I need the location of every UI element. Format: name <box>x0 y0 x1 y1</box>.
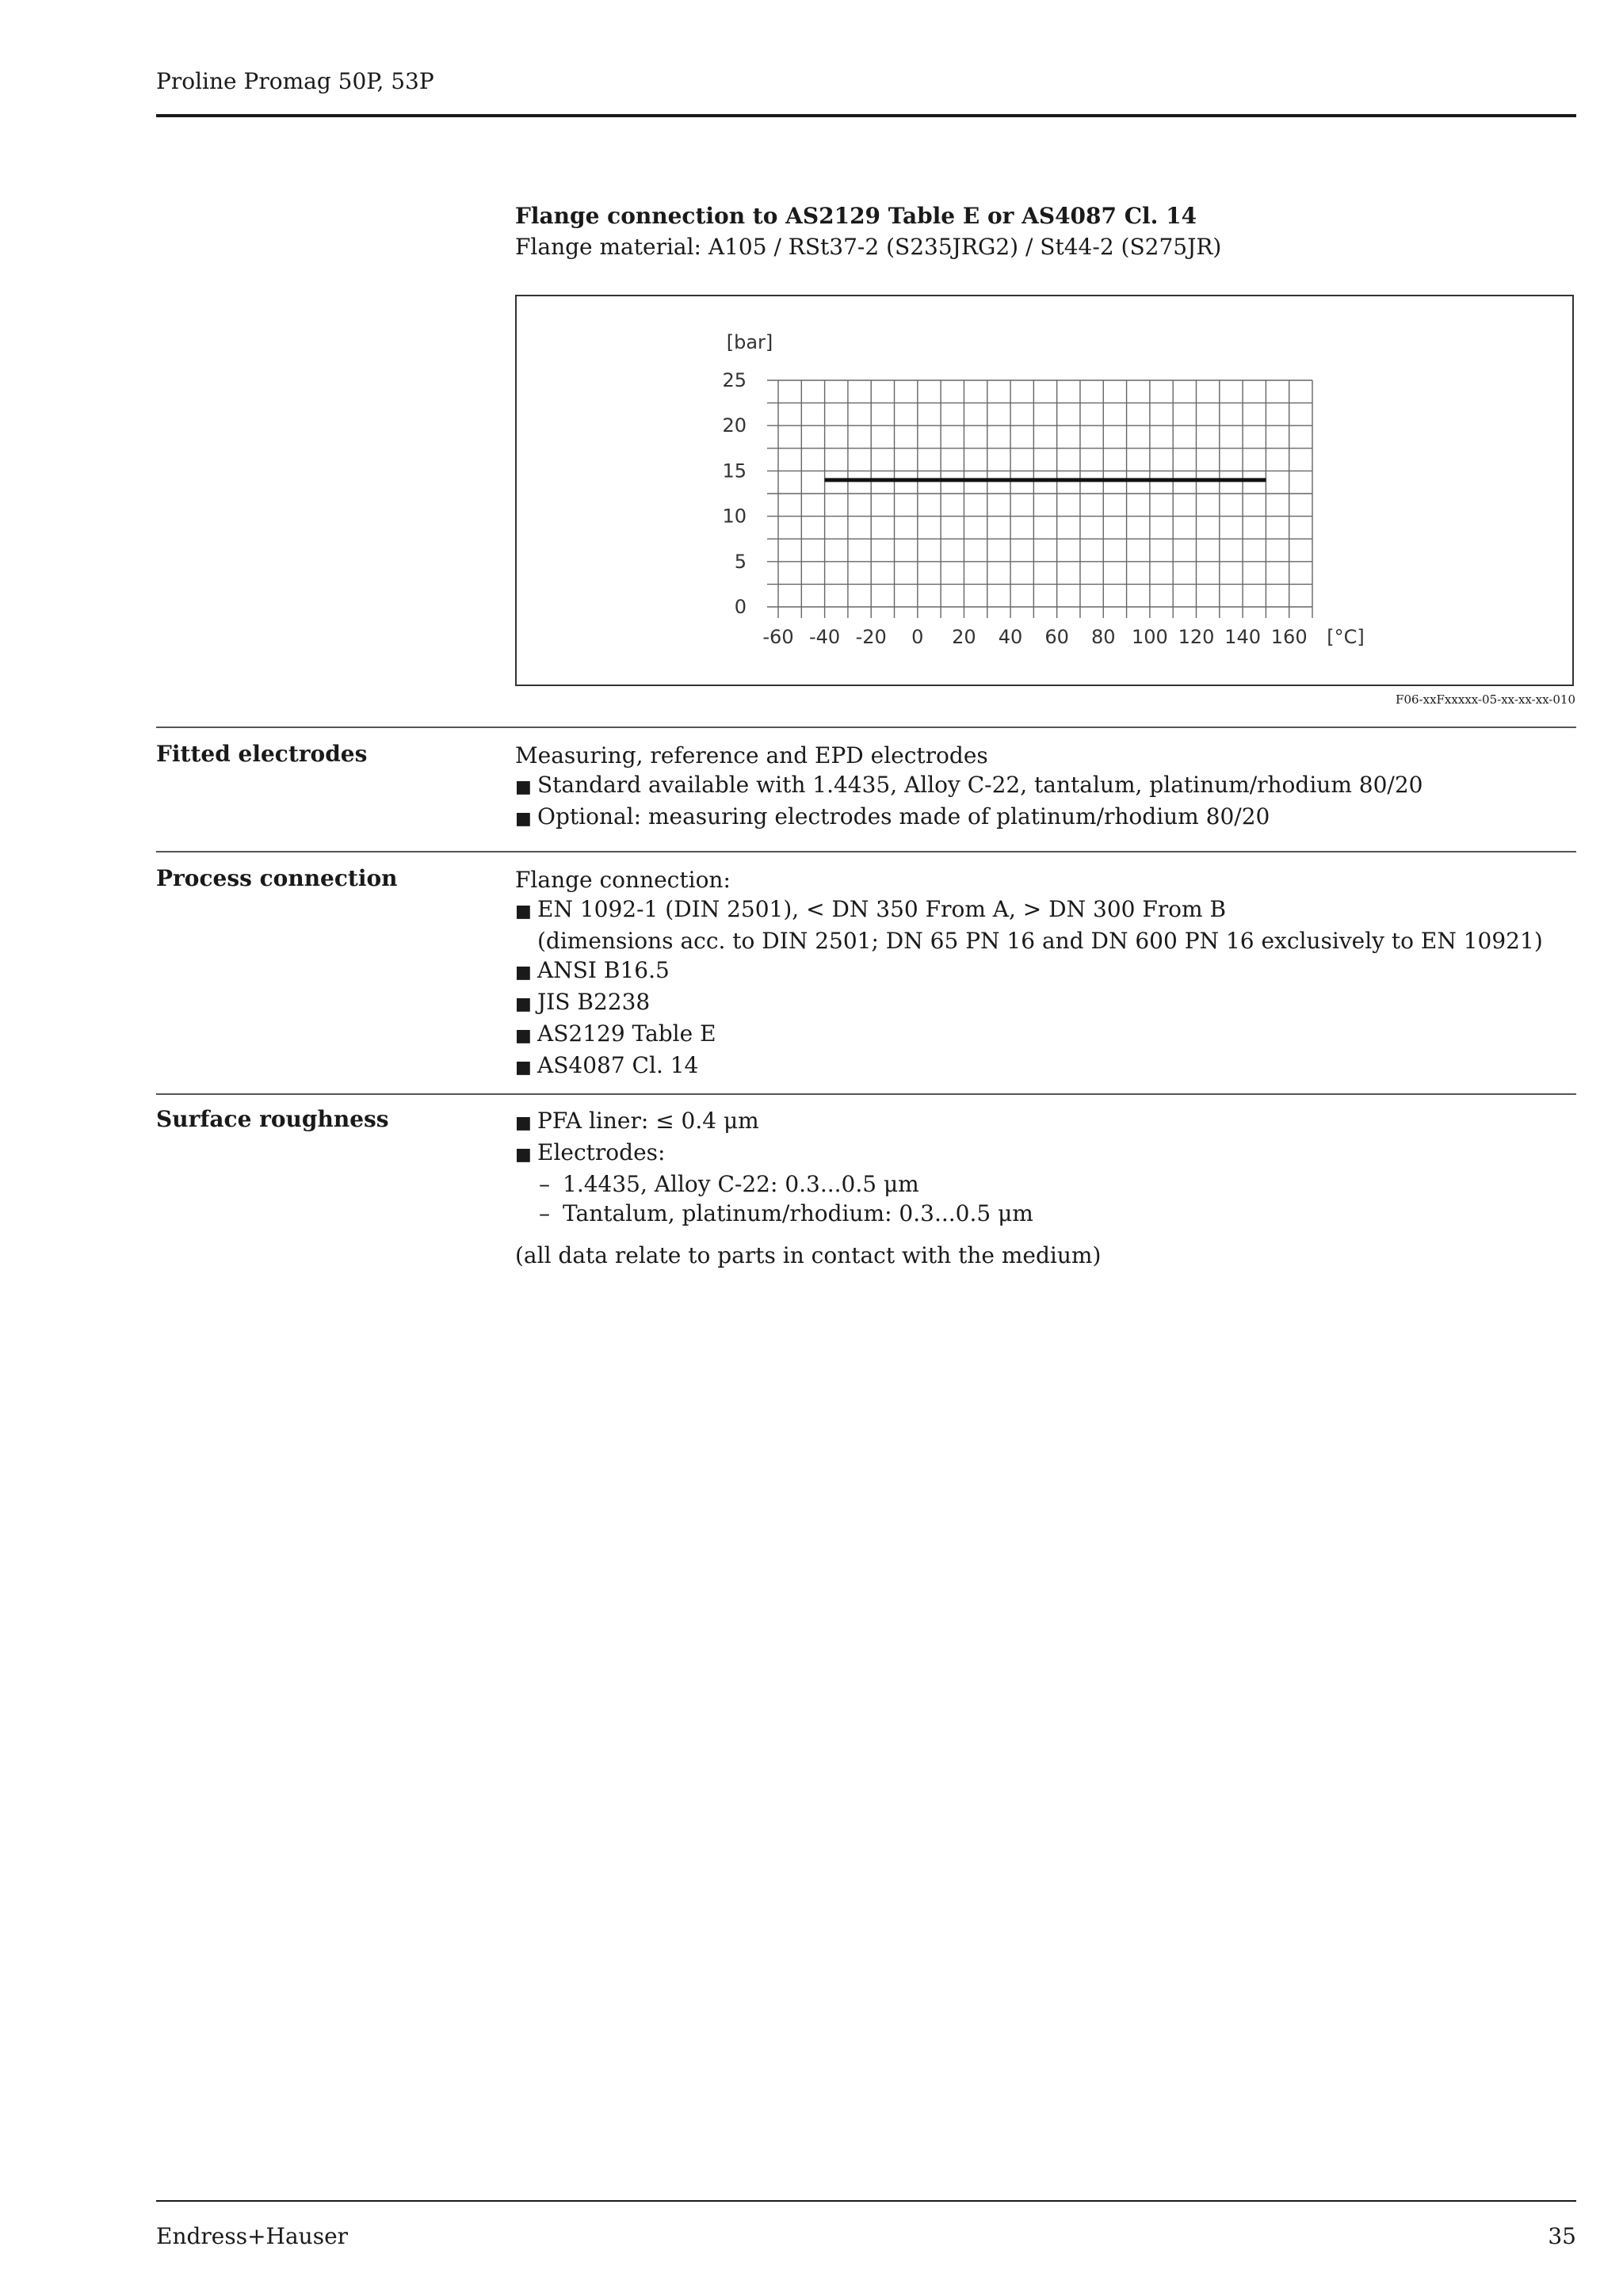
section-divider <box>156 851 1576 852</box>
bullet-icon: ■ <box>515 1026 532 1046</box>
y-tick-label: 5 <box>734 550 747 573</box>
bullet-icon: ■ <box>515 963 532 982</box>
list-item: ■ AS2129 Table E <box>515 1019 1543 1051</box>
bullet-icon: ■ <box>515 809 532 829</box>
x-tick-label: 40 <box>998 626 1023 648</box>
x-tick-label: 20 <box>952 626 976 648</box>
list-item: ■ AS4087 Cl. 14 <box>515 1051 1543 1082</box>
pressure-temperature-chart <box>517 296 1572 685</box>
list-item: ■ JIS B2238 <box>515 987 1543 1019</box>
x-tick-label: 0 <box>911 626 924 648</box>
y-tick-label: 25 <box>722 369 747 391</box>
figure-title: Flange connection to AS2129 Table E or AS4087 Cl. 14 <box>515 203 1197 229</box>
list-item: ■ Electrodes: <box>515 1138 1101 1169</box>
body-text: Measuring, reference and EPD electrodes <box>515 742 988 769</box>
bullet-icon: ■ <box>515 777 532 797</box>
dash-icon: – <box>539 1200 550 1226</box>
section-label-surface-roughness: Surface roughness <box>156 1106 389 1132</box>
page-number: 35 <box>1548 2223 1576 2249</box>
y-tick-label: 20 <box>722 414 747 437</box>
list-item: ■ ANSI B16.5 <box>515 955 1543 987</box>
x-tick-label: 60 <box>1044 626 1069 648</box>
body-text: Flange connection: <box>515 867 731 893</box>
bullet-icon: ■ <box>515 994 532 1014</box>
section-label-process-connection: Process connection <box>156 865 398 891</box>
y-tick-label: 0 <box>734 596 747 618</box>
x-tick-label: -60 <box>762 626 794 648</box>
list-item: ■ Standard available with 1.4435, Alloy C-22, tantalum, platinum/rhodium 80/20 <box>515 770 1423 802</box>
y-tick-label: 10 <box>722 505 747 528</box>
list-item: ■ PFA liner: ≤ 0.4 μm <box>515 1106 1101 1138</box>
section-divider <box>156 1093 1576 1095</box>
pressure-temperature-chart-frame <box>515 295 1574 686</box>
section-divider <box>156 727 1576 728</box>
list-item-continuation: (dimensions acc. to DIN 2501; DN 65 PN 16 and DN 600 PN 16 exclusively to EN 10921) <box>537 928 1543 954</box>
footer-rule <box>156 2200 1576 2202</box>
sub-list-item: – 1.4435, Alloy C-22: 0.3...0.5 μm <box>515 1169 1101 1199</box>
x-tick-label: -40 <box>809 626 841 648</box>
list-item: ■ EN 1092-1 (DIN 2501), < DN 350 From A, > DN 300 From B <box>515 894 1543 926</box>
section-body-process-connection <box>515 865 1543 1082</box>
x-tick-label: 80 <box>1090 626 1116 648</box>
y-axis-label: [bar] <box>726 331 773 353</box>
footer-company: Endress+Hauser <box>156 2223 349 2249</box>
x-tick-label: -20 <box>855 626 887 648</box>
x-axis-label: [°C] <box>1327 626 1365 648</box>
list-item: ■ Optional: measuring electrodes made of platinum/rhodium 80/20 <box>515 802 1423 833</box>
x-tick-label: 120 <box>1178 626 1215 648</box>
figure-code: F06-xxFxxxxx-05-xx-xx-xx-010 <box>1396 692 1575 707</box>
section-note: (all data relate to parts in contact with the medium) <box>515 1242 1102 1268</box>
x-tick-label: 100 <box>1131 626 1168 648</box>
bullet-icon: ■ <box>515 1145 532 1165</box>
bullet-icon: ■ <box>515 1113 532 1133</box>
header-rule <box>156 114 1576 117</box>
x-tick-label: 160 <box>1270 626 1308 648</box>
dash-icon: – <box>539 1171 550 1197</box>
document-header-title: Proline Promag 50P, 53P <box>156 68 434 94</box>
bullet-icon: ■ <box>515 1058 532 1077</box>
y-tick-label: 15 <box>722 460 747 482</box>
x-tick-label: 140 <box>1224 626 1261 648</box>
figure-subtitle: Flange material: A105 / RSt37-2 (S235JRG2) / St44-2 (S275JR) <box>515 234 1222 260</box>
bullet-icon: ■ <box>515 902 532 921</box>
section-body-surface-roughness <box>515 1106 1101 1270</box>
sub-list-item: – Tantalum, platinum/rhodium: 0.3...0.5 μm <box>515 1199 1101 1228</box>
section-label-fitted-electrodes: Fitted electrodes <box>156 741 368 767</box>
section-body-fitted-electrodes <box>515 741 1423 833</box>
